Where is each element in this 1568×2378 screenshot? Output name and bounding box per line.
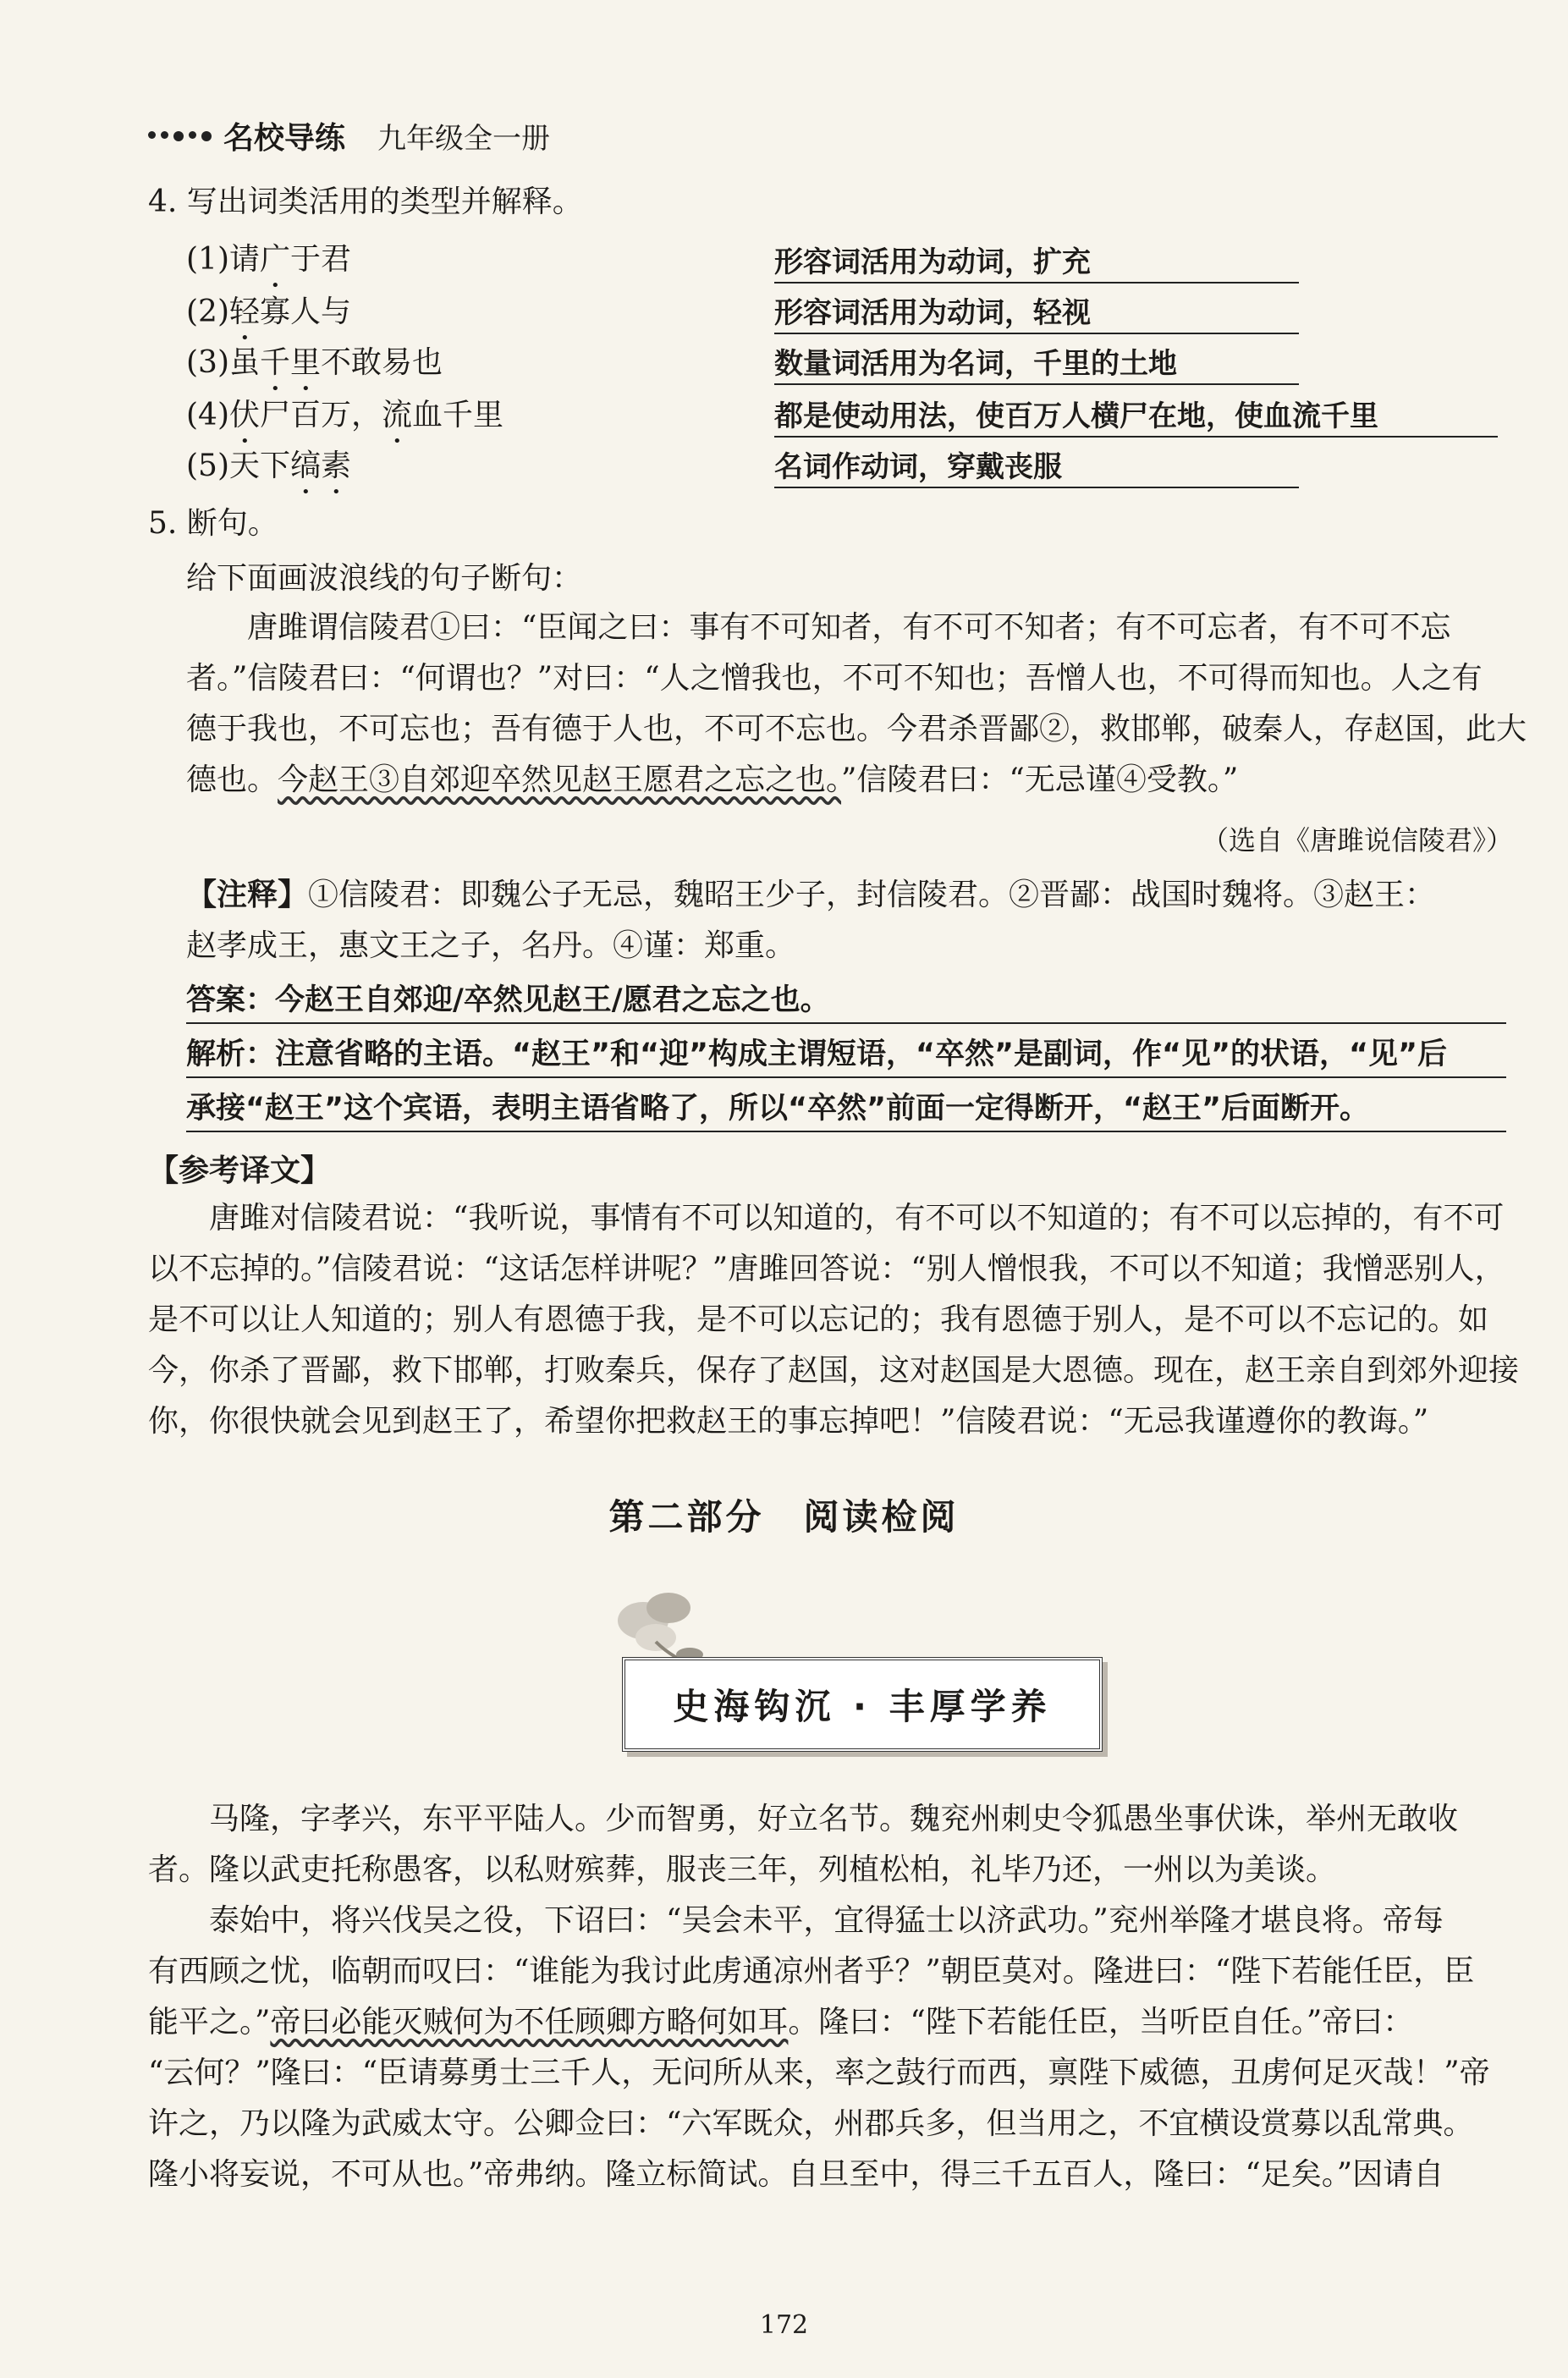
q5-passage-line-2: 者。”信陵君曰：“何谓也？”对曰：“人之憎我也，不可不知也；吾憎人也，不可得而知也。人之有 bbox=[186, 661, 1483, 696]
translation-label: 【参考译文】 bbox=[148, 1153, 332, 1188]
q4-answer-3: 数量词活用为名词，千里的土地 bbox=[774, 340, 1299, 385]
translation-line-5: 你，你很快就会见到赵王了，希望你把救赵王的事忘掉吧！”信陵君说：“无忌我谨遵你的教诲。” bbox=[148, 1404, 1429, 1439]
wavy-sentence-2: 帝曰必能灭贼何为不任顾卿方略何如耳 bbox=[270, 2005, 789, 2039]
q4-item-1: (1)请广于君 bbox=[186, 242, 352, 277]
translation-line-3: 是不可以让人知道的；别人有恩德于我，是不可以忘记的；我有恩德于别人，是不可以不忘记的。如 bbox=[148, 1302, 1489, 1337]
q4-answer-5: 名词作动词，穿戴丧服 bbox=[774, 443, 1299, 488]
reading-line-8: 隆小将妄说，不可从也。”帝弗纳。隆立标简试。自旦至中，得三千五百人，隆曰：“足矣。”因请自 bbox=[148, 2157, 1444, 2192]
reading-line-7: 许之，乃以隆为武威太守。公卿佥曰：“六军既众，州郡兵多，但当用之，不宜横设赏募以乱常典。 bbox=[148, 2106, 1474, 2141]
reading-line-5: 能平之。”帝曰必能灭贼何为不任顾卿方略何如耳。隆曰：“陛下若能任臣，当听臣自任。”帝曰： bbox=[148, 2005, 1414, 2039]
reading-line-2: 者。隆以武吏托称愚客，以私财殡葬，服丧三年，列植松柏，礼毕乃还，一州以为美谈。 bbox=[148, 1852, 1337, 1887]
q4-answer-1: 形容词活用为动词，扩充 bbox=[774, 239, 1299, 283]
reading-line-3: 泰始中，将兴伐吴之役，下诏曰：“吴会未平，宜得猛士以济武功。”兖州举隆才堪良将。帝每 bbox=[148, 1903, 1444, 1938]
translation-line-2: 以不忘掉的。”信陵君说：“这话怎样讲呢？”唐雎回答说：“别人憎恨我，不可以不知道；我憎恶别人， bbox=[148, 1252, 1505, 1286]
q5-notes-line-2: 赵孝成王，惠文王之子，名丹。④谨：郑重。 bbox=[186, 928, 796, 963]
reading-line-4: 有西顾之忧，临朝而叹曰：“谁能为我讨此虏通凉州者乎？”朝臣莫对。隆进曰：“陛下若能任臣，臣 bbox=[148, 1954, 1475, 1989]
q5-notes-line-1: 【注释】①信陵君：即魏公子无忌，魏昭王少子，封信陵君。②晋鄙：战国时魏将。③赵王： bbox=[186, 878, 1436, 912]
q5-answer: 答案：今赵王自郊迎/卒然见赵王/愿君之忘之也。 bbox=[186, 978, 1506, 1024]
brand-title: 名校导练 bbox=[223, 121, 346, 156]
q4-title: 4. 写出词类活用的类型并解释。 bbox=[148, 184, 583, 219]
q5-passage-line-4: 德也。今赵王③自郊迎卒然见赵王愿君之忘之也。”信陵君曰：“无忌谨④受教。” bbox=[186, 762, 1239, 797]
page-header bbox=[148, 114, 550, 157]
reading-line-1: 马隆，字孝兴，东平平陆人。少而智勇，好立名节。魏兖州刺史令狐愚坐事伏诛，举州无敢收 bbox=[148, 1802, 1459, 1836]
q4-answer-2: 形容词活用为动词，轻视 bbox=[774, 289, 1299, 334]
q5-source: （选自《唐雎说信陵君》） bbox=[1202, 824, 1514, 856]
q4-item-2: (2)轻寡人与 bbox=[186, 294, 352, 329]
q5-analysis-line-1: 解析：注意省略的主语。“赵王”和“迎”构成主谓短语，“卒然”是副词，作“见”的状语，“见”后 bbox=[186, 1032, 1506, 1078]
translation-line-4: 今，你杀了晋鄙，救下邯郸，打败秦兵，保存了赵国，这对赵国是大恩德。现在，赵王亲自到郊外迎接 bbox=[148, 1353, 1520, 1388]
section-banner: 史海钩沉 · 丰厚学养 bbox=[622, 1657, 1103, 1752]
q5-passage-line-1: 唐雎谓信陵君①曰：“臣闻之曰：事有不可知者，有不可不知者；有不可忘者，有不可不忘 bbox=[186, 610, 1451, 645]
q5-title: 5. 断句。 bbox=[148, 506, 278, 541]
q5-instruction: 给下面画波浪线的句子断句： bbox=[186, 561, 583, 596]
q4-item-3: (3)虽千里不敢易也 bbox=[186, 345, 443, 380]
q5-passage-line-3: 德于我也，不可忘也；吾有德于人也，不可不忘也。今君杀晋鄙②，救邯郸，破秦人，存赵国，此大 bbox=[186, 712, 1527, 746]
reading-line-6: “云何？”隆曰：“臣请募勇士三千人，无问所从来，率之鼓行而西，禀陛下威德，丑虏何足灭哉！”帝 bbox=[148, 2056, 1490, 2090]
q4-item-4: (4)伏尸百万，流血千里 bbox=[186, 398, 504, 432]
dots-icon bbox=[148, 131, 212, 141]
wavy-sentence: 今赵王③自郊迎卒然见赵王愿君之忘之也。 bbox=[278, 762, 842, 797]
translation-line-1: 唐雎对信陵君说：“我听说，事情有不可以知道的，有不可以不知道的；有不可以忘掉的，有不可 bbox=[148, 1201, 1505, 1236]
grade-label: 九年级全一册 bbox=[377, 122, 551, 156]
q4-answer-4: 都是使动用法，使百万人横尸在地，使血流千里 bbox=[774, 393, 1498, 438]
part2-title: 第二部分 阅读检阅 bbox=[608, 1496, 960, 1538]
q5-analysis-line-2: 承接“赵王”这个宾语，表明主语省略了，所以“卒然”前面一定得断开，“赵王”后面断开。 bbox=[186, 1087, 1506, 1132]
page-number: 172 bbox=[759, 2310, 809, 2340]
q4-item-5: (5)天下缟素 bbox=[186, 449, 352, 483]
